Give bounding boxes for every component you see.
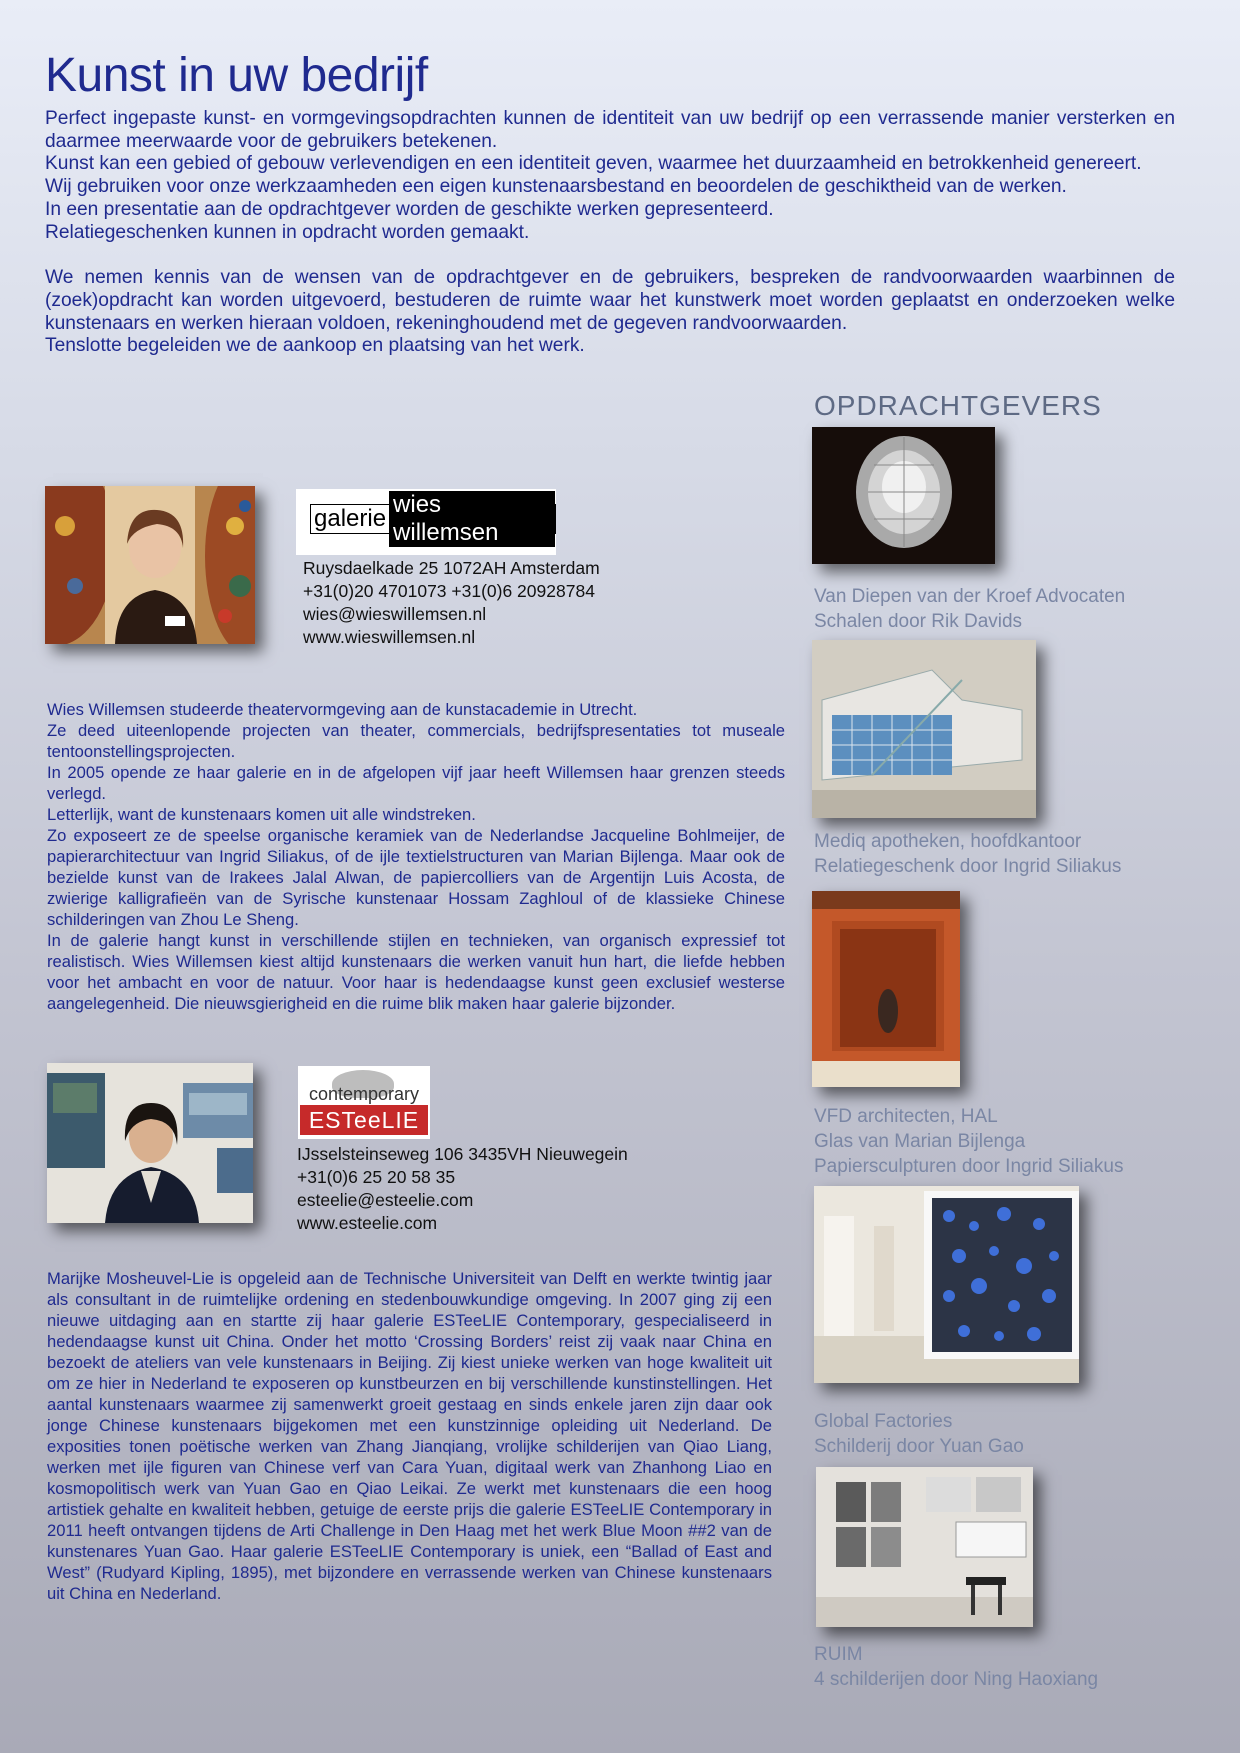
bio-paragraph: In 2005 opende ze haar galerie en in de afgelopen vijf jaar heeft Willemsen haar grenzen steeds verlegd. bbox=[47, 763, 785, 803]
intro-paragraph: Relatiegeschenken kunnen in opdracht worden gemaakt. bbox=[45, 221, 530, 243]
caption-line: Mediq apotheken, hoofdkantoor bbox=[814, 831, 1082, 852]
logo-text-contemporary: contemporary bbox=[308, 1084, 420, 1104]
caption-line: Papiersculpturen door Ingrid Siliakus bbox=[814, 1156, 1124, 1177]
address: IJsselsteinseweg 106 3435VH Nieuwegein bbox=[297, 1144, 628, 1164]
intro-paragraph: Perfect ingepaste kunst- en vormgevingsopdrachten kunnen de identiteit van uw bedrijf op een verrassende manier versterken en daarmee meerwaarde voor de gebruikers betekenen. bbox=[45, 108, 1175, 152]
logo-galerie-wies-willemsen bbox=[296, 489, 556, 555]
intro-paragraph: In een presentatie aan de opdrachtgever worden de geschikte werken gepresenteerd. bbox=[45, 198, 774, 220]
intro-paragraph: Wij gebruiken voor onze werkzaamheden een eigen kunstenaarsbestand en beoordelen de geschiktheid van de werken. bbox=[45, 176, 1067, 198]
intro-paragraph: Tenslotte begeleiden we de aankoop en plaatsing van het werk. bbox=[45, 335, 585, 357]
contact-esteelie bbox=[297, 1143, 628, 1235]
logo-text-galerie: galerie bbox=[314, 505, 387, 532]
caption-line: 4 schilderijen door Ning Haoxiang bbox=[814, 1669, 1099, 1690]
bio-paragraph: In de galerie hangt kunst in verschillende stijlen en technieken, van organisch expressief tot realistisch. Wies Willemsen kiest altijd kunstenaars die werken vanuit hun hart, die liefde hebben voor het ambacht en voor de natuur. Voor haar is hedendaagse kunst geen exclusief westerse aangelegenheid. Die nieuwsgierigheid en die ruime blik maken haar galerie bijzonder. bbox=[47, 931, 785, 1013]
client-photo-mediq bbox=[812, 640, 1036, 818]
bio-marijke-mosheuvel-lie bbox=[47, 1268, 772, 1604]
portrait-wies-willemsen bbox=[45, 486, 255, 644]
logo-text-esteelie: ESTeeLIE bbox=[300, 1105, 428, 1135]
email-link[interactable]: wies@wieswillemsen.nl bbox=[303, 604, 487, 624]
client-caption bbox=[814, 1409, 1024, 1459]
caption-line: Schilderij door Yuan Gao bbox=[814, 1436, 1024, 1457]
intro-text bbox=[45, 108, 1175, 358]
bio-paragraph: Marijke Mosheuvel-Lie is opgeleid aan de Technische Universiteit van Delft en werkte twintig jaar als consultant in de ruimtelijke ordening en stedenbouwkundige omgeving. In 2007 ging zij een nieuwe uitdaging aan en startte zij haar galerie ESTeeLIE Contemporary, gespecialiseerd in hedendaagse kunst uit China. Onder het motto ‘Crossing Borders’ reist zij vaak naar China en bezoekt de ateliers van vele kunstenaars in Beijing. Zij kiest unieke werken van hoge kwaliteit uit om ze hier in Nederland te exposeren op kunstbeurzen en bij verschillende kunstinstellingen. Het aantal kunstenaars waarmee zij samenwerkt groeit gestaag en sinds enkele jaren zijn daar ook jonge Chinese kunstenaars bijgekomen met een kunstzinnige opleiding uit Nederland. De exposities tonen poëtische werken van Zhang Jianqiang, vrolijke schilderijen van Qiao Liang, werken met ijle figuren van Chinese verf van Cara Yuan, digitaal werk van Zhanhong Liao en kosmopolitisch werk van Yuan Gao en Qiao Leikai. Ze werkt met kunstenaars die een hoog artistiek gehalte en kwaliteit hebben, getuige de eerste prijs die galerie ESTeeLIE Contemporary in 2011 heeft ontvangen tijdens de Arti Challenge in Den Haag met het werk Blue Moon ##2 van de kunstenares Yuan Gao. Haar galerie ESTeeLIE Contemporary is uniek, een “Ballad of East and West” (Rudyard Kipling, 1895), met bijzondere en verrassende werken van Chinese kunstenaars uit China en Nederland. bbox=[47, 1269, 772, 1603]
client-photo-ruim bbox=[816, 1467, 1033, 1627]
address: Ruysdaelkade 25 1072AH Amsterdam bbox=[303, 558, 600, 578]
bio-paragraph: Zo exposeert ze de speelse organische keramiek van de Nederlandse Jacqueline Bohlmeijer, de papierarchitectuur van Ingrid Siliakus, of de ijle textielstructuren van Marian Bijlenga. Maar ook de bezielde kunst van de Irakees Jalal Alwan, de papiercolliers van de Argentijn Luis Acosta, de zwierige kalligrafieën van de Syrische kunstenaar Hossam Zaghloul of de klassieke Chinese schilderingen van Zhou Le Sheng. bbox=[47, 826, 785, 929]
logo-esteelie-contemporary bbox=[298, 1066, 430, 1139]
website-link[interactable]: www.wieswillemsen.nl bbox=[303, 627, 476, 647]
caption-line: Relatiegeschenk door Ingrid Siliakus bbox=[814, 856, 1122, 877]
contact-wies-willemsen bbox=[303, 557, 600, 649]
caption-line: RUIM bbox=[814, 1644, 863, 1665]
portrait-marijke-mosheuvel-lie bbox=[47, 1063, 253, 1223]
bio-paragraph: Wies Willemsen studeerde theatervormgeving aan de kunstacademie in Utrecht. bbox=[47, 700, 638, 719]
caption-line: VFD architecten, HAL bbox=[814, 1106, 998, 1127]
intro-paragraph: We nemen kennis van de wensen van de opdrachtgever en de gebruikers, bespreken de randvoorwaarden waarbinnen de (zoek)opdracht kan worden uitgevoerd, bestuderen de ruimte waar het kunstwerk moet worden geplaatst en onderzoeken welke kunstenaars en werken hieraan voldoen, rekeninghoudend met de gegeven randvoorwaarden. bbox=[45, 267, 1175, 334]
client-caption bbox=[814, 829, 1121, 879]
page-title: Kunst in uw bedrijf bbox=[45, 49, 428, 102]
phone: +31(0)20 4701073 +31(0)6 20928784 bbox=[303, 581, 595, 601]
caption-line: Van Diepen van der Kroef Advocaten bbox=[814, 586, 1126, 607]
phone: +31(0)6 25 20 58 35 bbox=[297, 1167, 456, 1187]
client-caption bbox=[814, 1104, 1123, 1179]
intro-paragraph: Kunst kan een gebied of gebouw verlevendigen en een identiteit geven, waarmee het duurzaamheid en betrokkenheid genereert. bbox=[45, 153, 1142, 175]
caption-line: Schalen door Rik Davids bbox=[814, 611, 1023, 632]
logo-text-wies-willemsen: wies willemsen bbox=[389, 491, 555, 547]
client-caption bbox=[814, 584, 1125, 634]
client-photo-global-factories bbox=[814, 1186, 1079, 1383]
bio-paragraph: Letterlijk, want de kunstenaars komen uit alle windstreken. bbox=[47, 805, 476, 824]
client-caption bbox=[814, 1642, 1098, 1692]
client-photo-vfd-architecten bbox=[812, 891, 960, 1087]
email-link[interactable]: esteelie@esteelie.com bbox=[297, 1190, 474, 1210]
caption-line: Glas van Marian Bijlenga bbox=[814, 1131, 1026, 1152]
clients-heading: OPDRACHTGEVERS bbox=[814, 390, 1102, 421]
website-link[interactable]: www.esteelie.com bbox=[297, 1213, 438, 1233]
bio-wies-willemsen bbox=[47, 699, 785, 1014]
client-photo-van-diepen bbox=[812, 427, 995, 564]
bio-paragraph: Ze deed uiteenlopende projecten van theater, commercials, bedrijfspresentaties tot museale tentoonstellingsprojecten. bbox=[47, 721, 785, 761]
caption-line: Global Factories bbox=[814, 1411, 953, 1432]
